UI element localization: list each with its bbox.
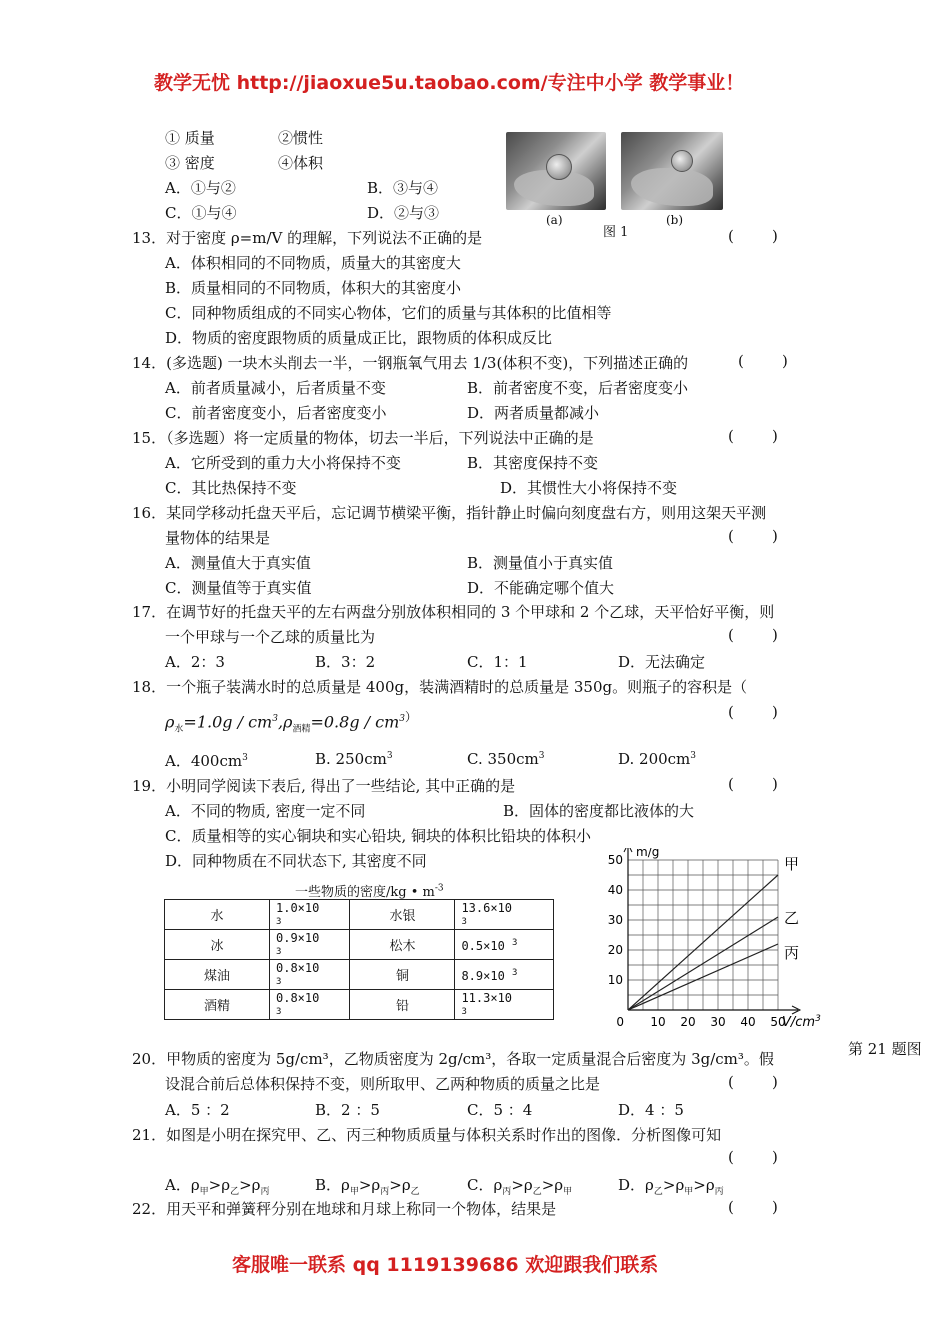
- q18-choice-a: A．$400cm^3$: [165, 752, 248, 770]
- table-cell: 松木: [350, 930, 455, 960]
- y-tick-label: 20: [607, 943, 623, 957]
- table-cell: 1.0×10 3: [270, 900, 350, 930]
- q13-choice-a: A．体积相同的不同物质，质量大的其密度大: [165, 254, 461, 272]
- q16-stem-line1: 16．某同学移动托盘天平后，忘记调节横梁平衡，指针静止时偏向刻度盘右方，则用这架天平测: [132, 504, 767, 522]
- q12-choice-b: B．③与④: [367, 179, 439, 197]
- x-tick-label: 10: [650, 1015, 666, 1029]
- page-footer: 客服唯一联系 qq 1119139686 欢迎跟我们联系: [232, 1254, 659, 1276]
- series-label-1: 甲: [784, 855, 800, 873]
- q21-choice-d: D．$\rho_乙>\rho_甲>\rho_丙$: [618, 1176, 724, 1197]
- figure-1a-label: (a): [546, 213, 563, 227]
- x-tick-label: 30: [710, 1015, 726, 1029]
- q16-choice-a: A．测量值大于真实值: [165, 554, 311, 572]
- q16-choice-d: D．不能确定哪个值大: [467, 579, 615, 597]
- series-label-2: 乙: [784, 909, 800, 927]
- q22-answer-blank: ( ): [728, 1198, 778, 1216]
- q19-stem: 19．小明同学阅读下表后, 得出了一些结论, 其中正确的是: [132, 777, 516, 795]
- q20-stem-line2: 设混合前后总体积保持不变，则所取甲、乙两种物质的质量之比是: [165, 1075, 601, 1093]
- q18-answer-blank: ( ): [728, 703, 778, 721]
- q18-choice-c: C. $350cm^3$: [467, 750, 545, 768]
- q19-choice-d: D．同种物质在不同状态下, 其密度不同: [165, 852, 427, 870]
- page-header: 教学无忧 http://jiaoxue5u.taobao.com/专注中小学 教学事业！: [154, 72, 745, 94]
- q20-choice-d: D．4 ：5: [618, 1101, 684, 1119]
- x-tick-label: 50: [770, 1015, 786, 1029]
- q16-stem-line2: 量物体的结果是: [165, 529, 271, 547]
- q15-choice-a: A．它所受到的重力大小将保持不变: [165, 454, 401, 472]
- density-table-caption: 一些物质的密度/kg • $m^{-3}$: [295, 883, 444, 900]
- y-tick-label: 10: [607, 973, 623, 987]
- x-axis-label-exp: 3: [815, 1014, 821, 1024]
- table-row: [165, 960, 554, 990]
- q18-stem: 18．一个瓶子装满水时的总质量是 400g，装满酒精时的总质量是 350g。则瓶子的容积是（: [132, 678, 748, 696]
- q14-answer-blank: ( ): [738, 352, 788, 370]
- origin-label: 0: [616, 1015, 624, 1029]
- table-cell: 13.6×10 3: [455, 900, 554, 930]
- table-cell: 0.8×10 3: [270, 990, 350, 1020]
- figure-1b-photo: [621, 132, 723, 210]
- q18-density-formula: $\rho_水=1.0g / cm^3,\rho_{酒精}=0.8g / cm^{3)}$: [165, 710, 418, 735]
- table-cell: 8.9×10 $^3$: [455, 960, 554, 990]
- q13-answer-blank: ( ): [728, 227, 778, 245]
- series-label-3: 丙: [784, 944, 800, 962]
- q15-choice-d: D．其惯性大小将保持不变: [500, 479, 678, 497]
- q17-answer-blank: ( ): [728, 626, 778, 644]
- q15-choice-c: C．其比热保持不变: [165, 479, 297, 497]
- figure-1-caption: 图 1: [603, 225, 629, 240]
- q12-choice-a: A．①与②: [165, 179, 236, 197]
- q12-choice-c: C．①与④: [165, 204, 237, 222]
- table-cell: 11.3×10 3: [455, 990, 554, 1020]
- density-table: [164, 899, 554, 1020]
- q17-stem-line2: 一个甲球与一个乙球的质量比为: [165, 628, 376, 646]
- figure-1b-label: (b): [666, 213, 684, 227]
- q21-choice-a: A．$\rho_甲>\rho_乙>\rho_丙$: [165, 1176, 270, 1197]
- q12-option-3: ③ 密度: [165, 154, 215, 172]
- q19-choice-b: B．固体的密度都比液体的大: [503, 802, 695, 820]
- figure-1a-photo: [506, 132, 606, 210]
- q13-choice-d: D．物质的密度跟物质的质量成正比，跟物质的体积成反比: [165, 329, 553, 347]
- q12-option-2: ②惯性: [278, 129, 324, 147]
- q14-choice-a: A．前者质量减小，后者质量不变: [165, 379, 386, 397]
- x-axis-label: $V/cm^3$: [782, 1014, 821, 1030]
- q19-choice-a: A．不同的物质, 密度一定不同: [165, 802, 366, 820]
- q22-stem: 22．用天平和弹簧秤分别在地球和月球上称同一个物体，结果是: [132, 1200, 557, 1218]
- q19-answer-blank: ( ): [728, 775, 778, 793]
- y-tick-label: 50: [607, 853, 623, 867]
- q21-choice-b: B．$\rho_甲>\rho_丙>\rho_乙$: [315, 1176, 420, 1197]
- table-cell: 酒精: [165, 990, 270, 1020]
- q17-choice-c: C．1：1: [467, 653, 528, 671]
- q19-choice-c: C．质量相等的实心铜块和实心铅块, 铜块的体积比铅块的体积小: [165, 827, 592, 845]
- q21-answer-blank: ( ): [728, 1148, 778, 1166]
- q14-stem: 14．(多选题) 一块木头削去一半，一钢瓶氧气用去 1/3(体积不变)，下列描述正确的: [132, 354, 689, 372]
- q15-answer-blank: ( ): [728, 427, 778, 445]
- q13-choice-c: C．同种物质组成的不同实心物体，它们的质量与其体积的比值相等: [165, 304, 612, 322]
- table-row: [165, 900, 554, 930]
- table-row: [165, 990, 554, 1020]
- q13-stem: 13．对于密度 ρ=m/V 的理解，下列说法不正确的是: [132, 229, 483, 247]
- table-cell: 铜: [350, 960, 455, 990]
- table-row: [165, 930, 554, 960]
- q20-answer-blank: ( ): [728, 1073, 778, 1091]
- graph-caption: 第 21 题图: [848, 1040, 922, 1058]
- q17-choice-a: A．2：3: [165, 653, 225, 671]
- table-cell: 0.5×10 $^3$: [455, 930, 554, 960]
- q16-answer-blank: ( ): [728, 527, 778, 545]
- q18-choice-d: D. $200cm^3$: [618, 750, 697, 768]
- q12-option-1: ① 质量: [165, 129, 215, 147]
- table-cell: 0.8×10 3: [270, 960, 350, 990]
- q17-stem-line1: 17．在调节好的托盘天平的左右两盘分别放体积相同的 3 个甲球和 2 个乙球，天平恰好平衡，则: [132, 603, 775, 621]
- x-tick-label: 40: [740, 1015, 756, 1029]
- q16-choice-c: C．测量值等于真实值: [165, 579, 312, 597]
- q21-choice-c: C．$\rho_丙>\rho_乙>\rho_甲$: [467, 1176, 573, 1197]
- q16-choice-b: B．测量值小于真实值: [467, 554, 614, 572]
- table-cell: 水: [165, 900, 270, 930]
- table-cell: 冰: [165, 930, 270, 960]
- y-tick-label: 30: [607, 913, 623, 927]
- q17-choice-b: B．3：2: [315, 653, 376, 671]
- q15-stem: 15．（多选题）将一定质量的物体，切去一半后，下列说法中正确的是: [132, 429, 594, 447]
- q14-choice-b: B．前者密度不变，后者密度变小: [467, 379, 689, 397]
- q20-stem-line1: 20．甲物质的密度为 5g/cm³，乙物质密度为 2g/cm³，各取一定质量混合后密度为 3g/cm³。假: [132, 1050, 774, 1068]
- q14-choice-d: D．两者质量都减小: [467, 404, 600, 422]
- q17-choice-d: D．无法确定: [618, 653, 706, 671]
- q12-choice-d: D．②与③: [367, 204, 440, 222]
- q14-choice-c: C．前者密度变小，后者密度变小: [165, 404, 387, 422]
- table-cell: 铅: [350, 990, 455, 1020]
- q21-stem: 21．如图是小明在探究甲、乙、丙三种物质质量与体积关系时作出的图像．分析图像可知: [132, 1126, 722, 1144]
- q12-option-4: ④体积: [278, 154, 324, 172]
- q18-choice-b: B. $250cm^3$: [315, 750, 393, 768]
- y-axis-label: m/g: [636, 848, 660, 859]
- table-cell: 0.9×10 3: [270, 930, 350, 960]
- mass-volume-graph: [600, 848, 840, 1038]
- table-cell: 水银: [350, 900, 455, 930]
- table-cell: 煤油: [165, 960, 270, 990]
- q20-choice-c: C．5 ：4: [467, 1101, 533, 1119]
- x-tick-label: 20: [680, 1015, 696, 1029]
- q20-choice-a: A．5 ：2: [165, 1101, 230, 1119]
- y-tick-label: 40: [607, 883, 623, 897]
- q20-choice-b: B．2 ：5: [315, 1101, 380, 1119]
- q13-choice-b: B．质量相同的不同物质，体积大的其密度小: [165, 279, 462, 297]
- q15-choice-b: B．其密度保持不变: [467, 454, 599, 472]
